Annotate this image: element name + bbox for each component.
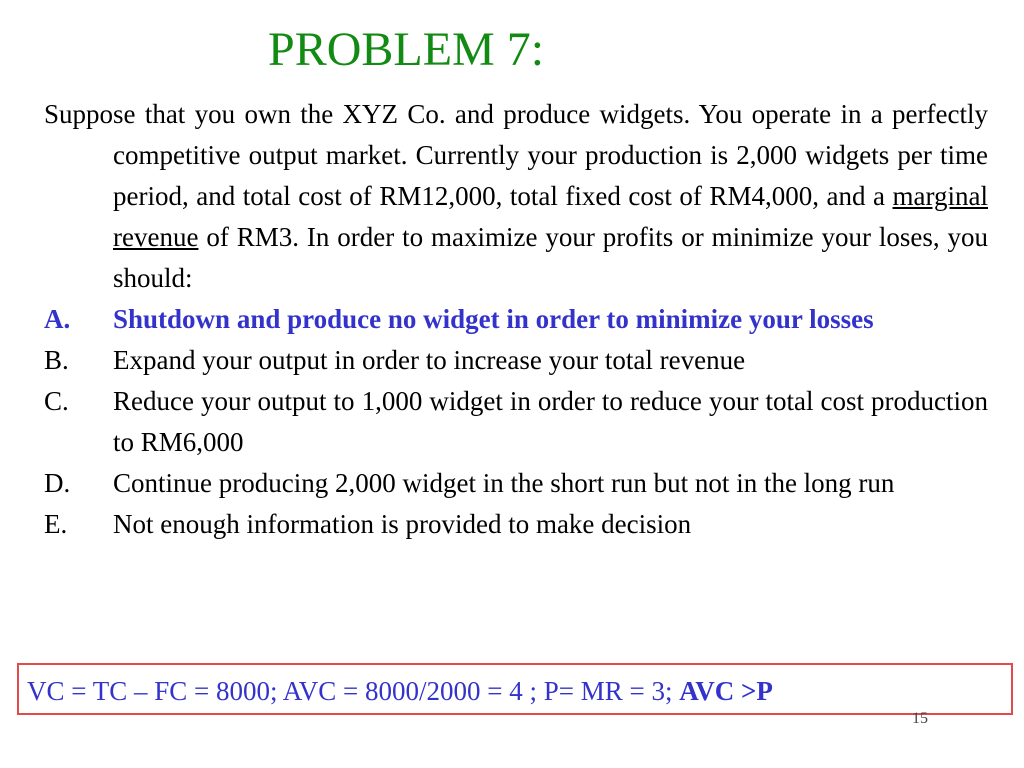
- slide-title: PROBLEM 7:: [268, 23, 545, 76]
- problem-text-part2: of RM3. In order to maximize your profits or minimize your loses, you should:: [113, 222, 988, 293]
- option-letter: B.: [44, 345, 69, 375]
- answer-formula: VC = TC – FC = 8000; AVC = 8000/2000 = 4 ; P= MR = 3;: [27, 676, 680, 706]
- answer-explanation-box: [17, 663, 1013, 715]
- option-e: [44, 504, 988, 545]
- option-text: Reduce your output to 1,000 widget in order to reduce your total cost production to RM6,000: [113, 386, 988, 457]
- page-number: 15: [912, 710, 928, 727]
- option-letter: D.: [44, 468, 71, 498]
- problem-text-part1: Suppose that you own the XYZ Co. and produce widgets. You operate in a perfectly competitive output market. Currently your production is 2,000 widgets per time period, and total cost of RM12,000, total fixed cost of RM4,000, and a: [44, 99, 988, 211]
- option-letter: E.: [44, 509, 68, 539]
- option-letter: A.: [44, 304, 71, 334]
- option-text: Continue producing 2,000 widget in the short run but not in the long run: [113, 468, 895, 498]
- option-b: [44, 340, 988, 381]
- problem-statement: [44, 94, 988, 299]
- slide-body: [44, 94, 988, 545]
- option-text: Expand your output in order to increase your total revenue: [113, 345, 746, 375]
- answer-conclusion: AVC >P: [679, 676, 773, 706]
- marginal-revenue-term: marginal revenue: [113, 181, 988, 252]
- answer-options-list: [44, 299, 988, 545]
- option-c: [44, 381, 988, 463]
- option-text: Not enough information is provided to make decision: [113, 509, 692, 539]
- option-a: [44, 299, 988, 340]
- option-text: Shutdown and produce no widget in order to minimize your losses: [113, 304, 874, 334]
- option-d: [44, 463, 988, 504]
- option-letter: C.: [44, 386, 69, 416]
